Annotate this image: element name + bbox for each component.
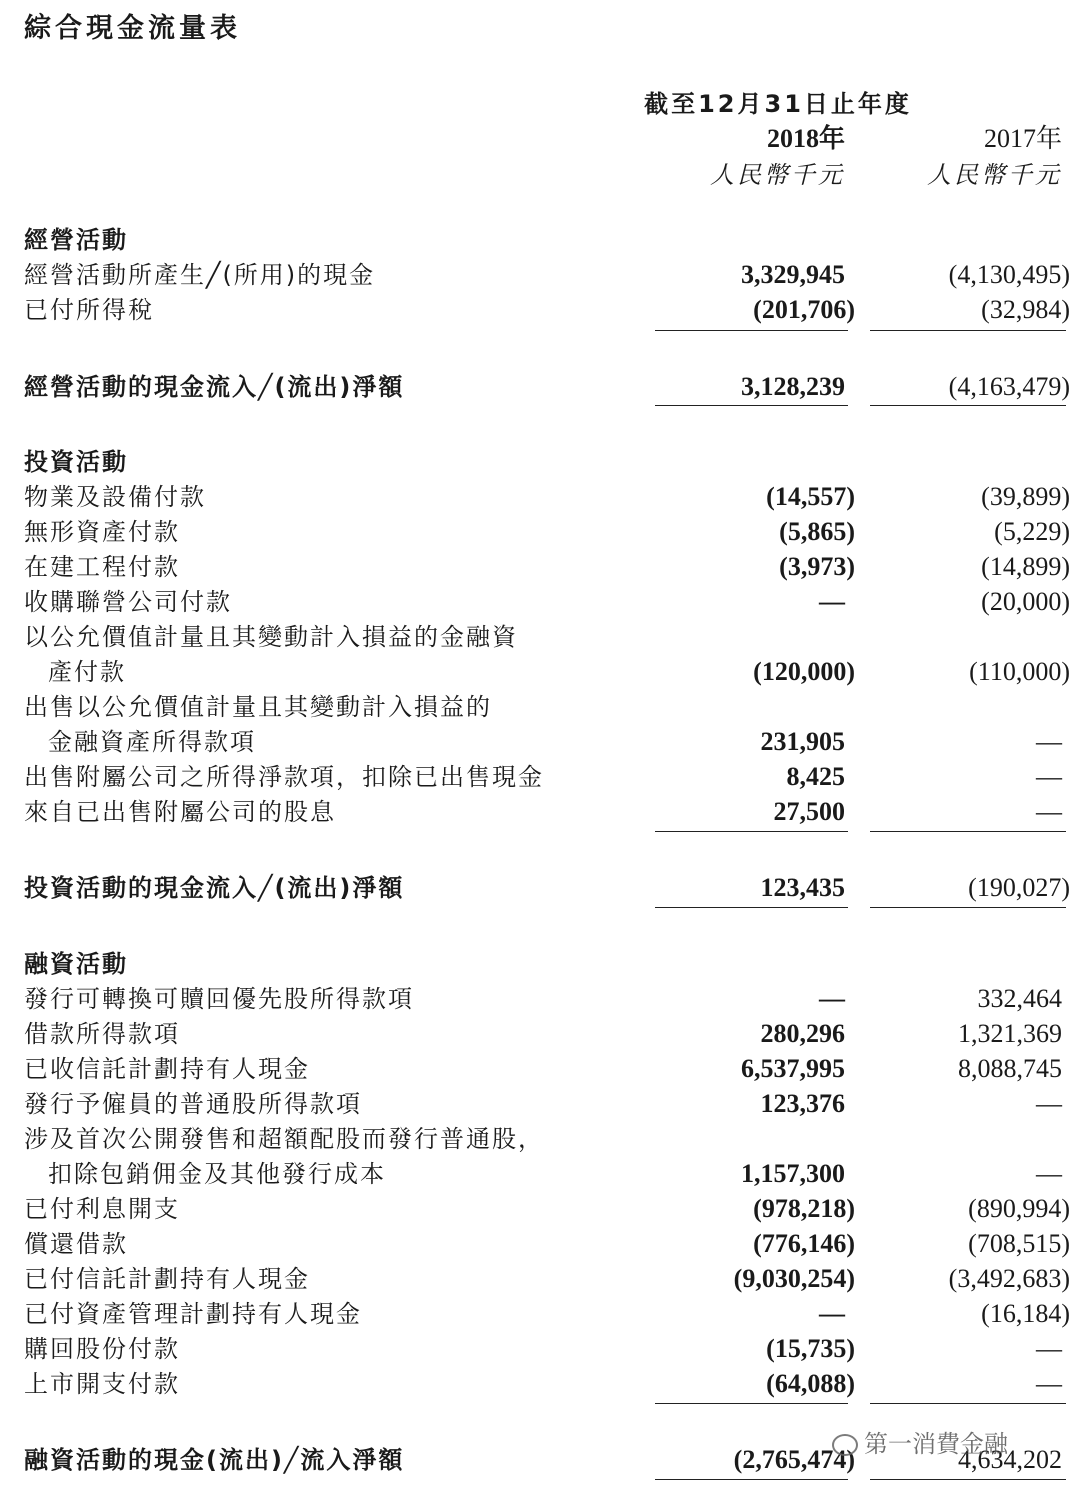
- value-2018: (9,030,254): [733, 1264, 855, 1293]
- subtotal-rule: [870, 330, 1066, 331]
- row-label: 投資活動的現金流入╱(流出)淨額: [24, 874, 405, 902]
- row-label: 無形資產付款: [24, 518, 180, 546]
- value-2017: —: [1036, 1159, 1062, 1188]
- wechat-icon: [832, 1434, 858, 1456]
- value-2017: (32,984): [981, 295, 1070, 324]
- row-label: 經營活動所產生╱(所用)的現金: [24, 261, 376, 289]
- row-label: 償還借款: [24, 1230, 128, 1258]
- value-2017: (190,027): [968, 873, 1070, 902]
- subtotal-row-investing: [0, 871, 1080, 905]
- unit-2017-header: 人民幣千元: [927, 161, 1062, 189]
- year-2018-header: 2018年: [766, 124, 845, 153]
- row-label: 購回股份付款: [24, 1335, 180, 1363]
- value-2018: (120,000): [753, 657, 855, 686]
- value-2017: (708,515): [968, 1229, 1070, 1258]
- row-label: 已付所得稅: [24, 296, 154, 324]
- value-2017: (4,130,495): [948, 260, 1070, 289]
- value-2018: 280,296: [760, 1019, 845, 1048]
- row-label: 融資活動的現金(流出)╱流入淨額: [24, 1446, 405, 1474]
- row-label: 上市開支付款: [24, 1370, 180, 1398]
- total-rule: [870, 907, 1066, 908]
- value-2017: (3,492,683): [948, 1264, 1070, 1293]
- table-row: [0, 1052, 1080, 1086]
- value-2018: (2,765,474): [733, 1445, 855, 1474]
- table-row: [0, 515, 1080, 549]
- value-2017: —: [1036, 762, 1062, 791]
- row-label: 已付資產管理計劃持有人現金: [24, 1300, 362, 1328]
- watermark-text: 第一消費金融: [864, 1430, 1008, 1458]
- value-2017: 4,634,202: [958, 1445, 1062, 1474]
- value-2017: (16,184): [981, 1299, 1070, 1328]
- value-2018: (201,706): [753, 295, 855, 324]
- total-rule: [655, 907, 848, 908]
- value-2018: 3,128,239: [741, 372, 845, 401]
- value-2018: (15,735): [766, 1334, 855, 1363]
- value-2018: 27,500: [773, 797, 845, 826]
- value-2018: (64,088): [766, 1369, 855, 1398]
- section-heading-financing: [0, 947, 1080, 981]
- value-2018: (3,973): [779, 552, 855, 581]
- subtotal-rule: [655, 831, 848, 832]
- value-2018: —: [819, 984, 845, 1013]
- subtotal-rule: [655, 330, 848, 331]
- value-2017: 8,088,745: [958, 1054, 1062, 1083]
- subtotal-rule: [870, 831, 1066, 832]
- value-2018: 1,157,300: [741, 1159, 845, 1188]
- row-label: 發行可轉換可贖回優先股所得款項: [24, 985, 414, 1013]
- row-label: 扣除包銷佣金及其他發行成本: [48, 1160, 386, 1188]
- row-label: 涉及首次公開發售和超額配股而發行普通股，: [24, 1125, 544, 1153]
- value-2017: (14,899): [981, 552, 1070, 581]
- value-2017: (110,000): [969, 657, 1070, 686]
- section-heading-investing: [0, 445, 1080, 479]
- table-row: [0, 1297, 1080, 1331]
- table-row: [0, 690, 1080, 724]
- page-title: 綜合現金流量表: [24, 13, 241, 44]
- table-row: [0, 1087, 1080, 1121]
- table-row: [0, 982, 1080, 1016]
- unit-2018-header: 人民幣千元: [710, 161, 845, 189]
- total-rule: [870, 405, 1066, 406]
- value-2018: (776,146): [753, 1229, 855, 1258]
- value-2017: (39,899): [981, 482, 1070, 511]
- row-label: 已收信託計劃持有人現金: [24, 1055, 310, 1083]
- total-rule: [655, 1479, 848, 1480]
- total-rule: [870, 1479, 1066, 1480]
- row-label: 以公允價值計量且其變動計入損益的金融資: [24, 623, 518, 651]
- row-label: 經營活動: [24, 226, 128, 254]
- table-row: [0, 480, 1080, 514]
- value-2017: (20,000): [981, 587, 1070, 616]
- row-label: 來自已出售附屬公司的股息: [24, 798, 336, 826]
- value-2017: 332,464: [977, 984, 1062, 1013]
- row-label: 出售以公允價值計量且其變動計入損益的: [24, 693, 492, 721]
- table-row: [0, 1157, 1080, 1191]
- value-2018: 231,905: [760, 727, 845, 756]
- value-2017: (4,163,479): [948, 372, 1070, 401]
- row-label: 收購聯營公司付款: [24, 588, 232, 616]
- table-row: [0, 725, 1080, 759]
- row-label: 融資活動: [24, 950, 128, 978]
- table-row: [0, 258, 1080, 292]
- value-2018: 123,376: [760, 1089, 845, 1118]
- row-label: 投資活動: [24, 448, 128, 476]
- total-rule: [655, 405, 848, 406]
- value-2018: (14,557): [766, 482, 855, 511]
- subtotal-row-operating: [0, 370, 1080, 404]
- row-label: 發行予僱員的普通股所得款項: [24, 1090, 362, 1118]
- table-row: [0, 585, 1080, 619]
- value-2017: —: [1036, 1369, 1062, 1398]
- table-row: [0, 550, 1080, 584]
- row-label: 已付信託計劃持有人現金: [24, 1265, 310, 1293]
- table-row: [0, 1367, 1080, 1401]
- table-row: [0, 1192, 1080, 1226]
- value-2018: 3,329,945: [741, 260, 845, 289]
- table-row: [0, 1017, 1080, 1051]
- value-2018: (978,218): [753, 1194, 855, 1223]
- row-label: 物業及設備付款: [24, 483, 206, 511]
- table-row: [0, 1262, 1080, 1296]
- table-row: [0, 1122, 1080, 1156]
- table-row: [0, 795, 1080, 829]
- value-2018: —: [819, 587, 845, 616]
- value-2017: (5,229): [994, 517, 1070, 546]
- value-2018: —: [819, 1299, 845, 1328]
- value-2018: 6,537,995: [741, 1054, 845, 1083]
- row-label: 產付款: [48, 658, 126, 686]
- value-2017: 1,321,369: [958, 1019, 1062, 1048]
- row-label: 出售附屬公司之所得淨款項，扣除已出售現金: [24, 763, 544, 791]
- row-label: 金融資產所得款項: [48, 728, 256, 756]
- value-2017: —: [1036, 1089, 1062, 1118]
- row-label: 經營活動的現金流入╱(流出)淨額: [24, 373, 405, 401]
- table-row: [0, 620, 1080, 654]
- watermark: [832, 1424, 1008, 1459]
- value-2017: —: [1036, 797, 1062, 826]
- subtotal-rule: [870, 1403, 1066, 1404]
- value-2017: —: [1036, 727, 1062, 756]
- value-2018: (5,865): [779, 517, 855, 546]
- table-row: [0, 655, 1080, 689]
- value-2017: (890,994): [968, 1194, 1070, 1223]
- value-2018: 123,435: [760, 873, 845, 902]
- row-label: 已付利息開支: [24, 1195, 180, 1223]
- table-row: [0, 1227, 1080, 1261]
- table-row: [0, 1332, 1080, 1366]
- table-row: [0, 293, 1080, 327]
- row-label: 借款所得款項: [24, 1020, 180, 1048]
- year-2017-header: 2017年: [983, 124, 1062, 153]
- row-label: 在建工程付款: [24, 553, 180, 581]
- period-header: 截至12月31日止年度: [644, 90, 912, 118]
- section-heading-operating: [0, 223, 1080, 257]
- subtotal-rule: [655, 1403, 848, 1404]
- value-2017: —: [1036, 1334, 1062, 1363]
- value-2018: 8,425: [786, 762, 845, 791]
- table-row: [0, 760, 1080, 794]
